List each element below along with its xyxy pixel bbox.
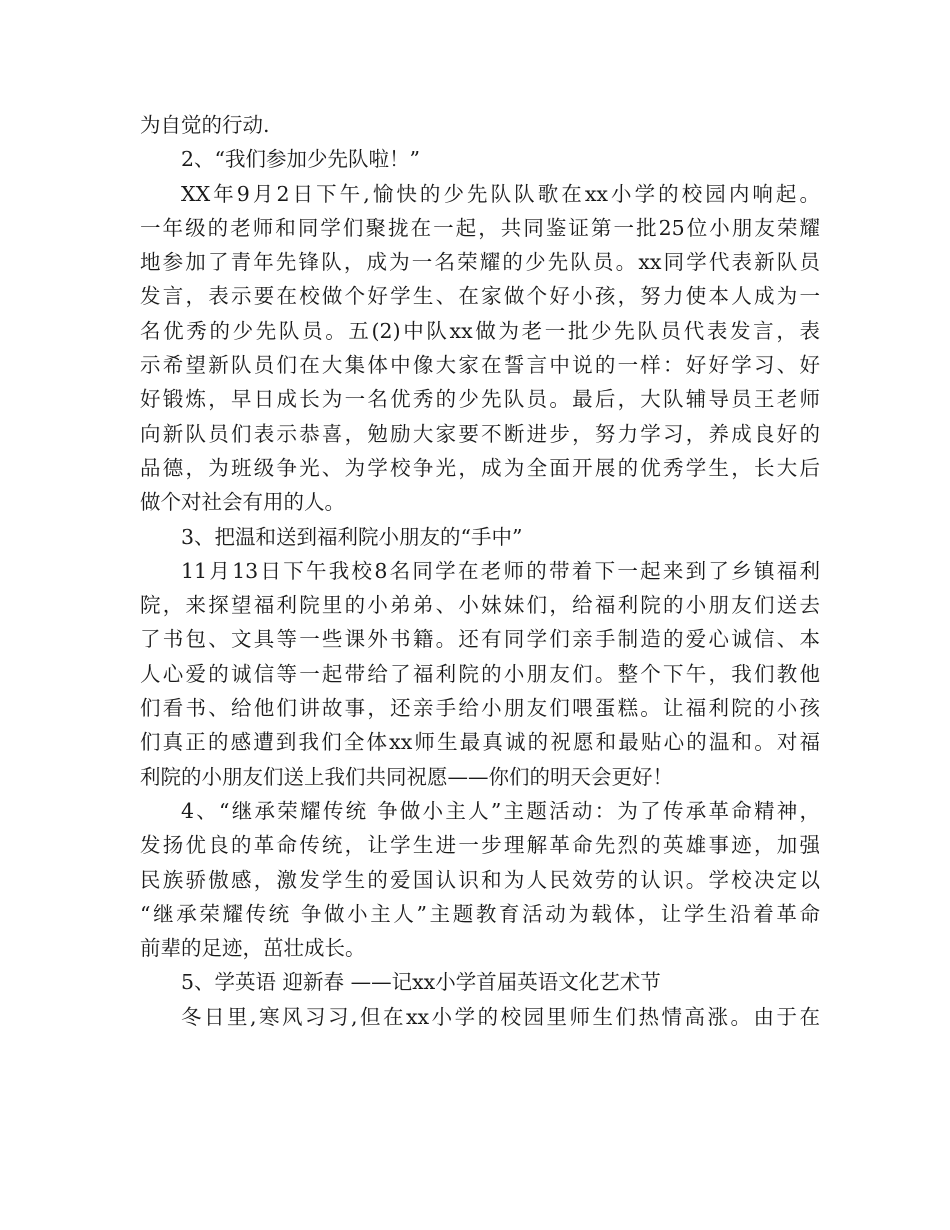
text-line: XX年9月2日下午,愉快的少先队队歌在xx小学的校园内响起。 [181, 181, 820, 206]
text-line: 发言，表示要在校做个好学生、在家做个好小孩，努力使本人成为一 [140, 284, 820, 309]
text-line: 了书包、文具等一些课外书籍。还有同学们亲手制造的爱心诚信、本 [140, 627, 820, 652]
text-line: 们真正的感遭到我们全体xx师生最真诚的祝愿和最贴心的温和。对福 [140, 730, 820, 755]
text-line: 名优秀的少先队员。五(2)中队xx做为老一批少先队员代表发言，表 [140, 318, 820, 343]
text-line: 为自觉的行动. [140, 113, 270, 137]
text-line: 2、“我们参加少先队啦！” [181, 147, 421, 172]
text-line: “继承荣耀传统 争做小主人”主题教育活动为载体，让学生沿着革命 [140, 901, 820, 926]
text-line: 一年级的老师和同学们聚拢在一起，共同鉴证第一批25位小朋友荣耀 [140, 215, 820, 240]
text-line: 院，来探望福利院里的小弟弟、小妹妹们，给福利院的小朋友们送去 [140, 593, 820, 618]
text-line: 冬日里,寒风习习,但在xx小学的校园里师生们热情高涨。由于在 [181, 1004, 820, 1029]
text-line: 利院的小朋友们送上我们共同祝愿——你们的明天会更好！ [140, 764, 673, 789]
text-line: 地参加了青年先锋队，成为一名荣耀的少先队员。xx同学代表新队员 [140, 250, 820, 275]
text-line: 做个对社会有用的人。 [140, 490, 345, 515]
text-line: 发扬优良的革命传统，让学生进一步理解革命先烈的英雄事迹，加强 [140, 833, 820, 858]
text-line: 4、“继承荣耀传统 争做小主人”主题活动：为了传承革命精神， [181, 798, 820, 823]
text-line: 好锻炼，早日成长为一名优秀的少先队员。最后，大队辅导员王老师 [140, 387, 820, 412]
text-line: 向新队员们表示恭喜，勉励大家要不断进步，努力学习，养成良好的 [140, 421, 820, 446]
text-line: 前辈的足迹，茁壮成长。 [140, 936, 366, 961]
text-line: 3、把温和送到福利院小朋友的“手中” [181, 524, 523, 549]
text-line: 5、学英语 迎新春 ——记xx小学首届英语文化艺术节 [181, 970, 661, 995]
text-line: 人心爱的诚信等一起带给了福利院的小朋友们。整个下午，我们教他 [140, 661, 820, 686]
text-line: 们看书、给他们讲故事，还亲手给小朋友们喂蛋糕。让福利院的小孩 [140, 696, 820, 721]
text-line: 示希望新队员们在大集体中像大家在誓言中说的一样：好好学习、好 [140, 353, 820, 378]
body-text [140, 108, 820, 1034]
text-line: 11月13日下午我校8名同学在老师的带着下一起来到了乡镇福利 [181, 558, 820, 583]
text-line: 品德，为班级争光、为学校争光，成为全面开展的优秀学生，长大后 [140, 455, 820, 480]
text-line: 民族骄傲感，激发学生的爱国认识和为人民效劳的认识。学校决定以 [140, 867, 820, 892]
